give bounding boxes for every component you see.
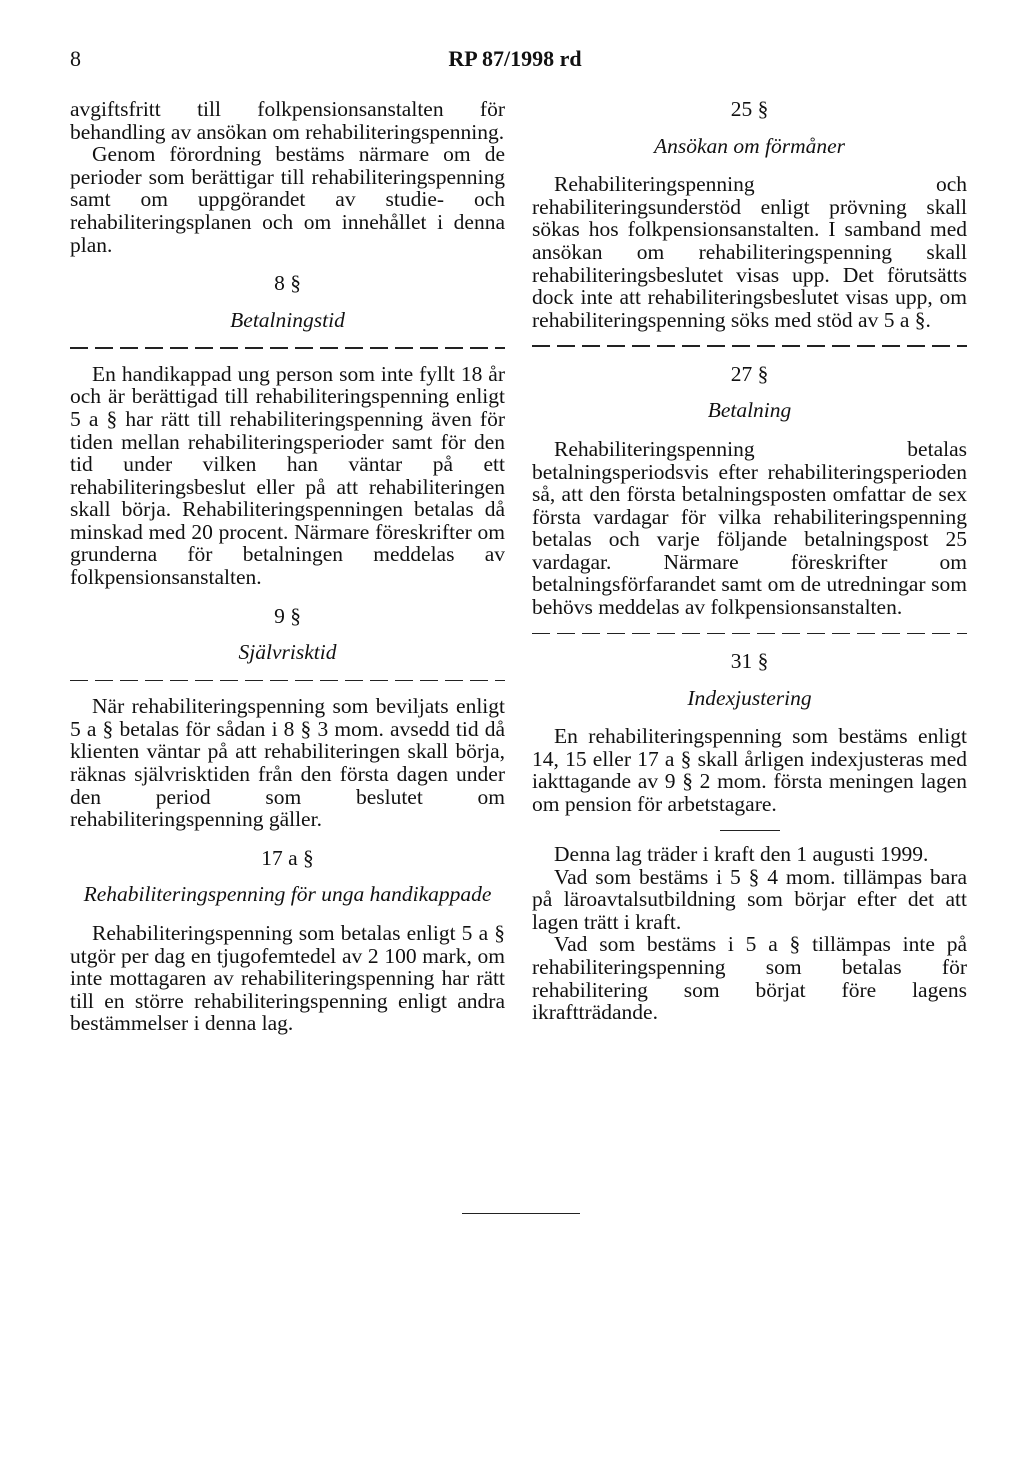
omission-dashes xyxy=(70,680,505,681)
section-number: 27 § xyxy=(730,361,769,386)
omission-dashes xyxy=(532,345,967,346)
section-title: Indexjustering xyxy=(687,685,812,710)
omission-dashes xyxy=(532,633,967,634)
page-header xyxy=(70,46,960,76)
page-number: 8 xyxy=(70,46,81,71)
final-provision: Denna lag träder i kraft den 1 augusti 1999. xyxy=(554,842,929,867)
document-id: RP 87/1998 rd xyxy=(448,46,582,71)
omission-dashes xyxy=(70,347,505,348)
continuation-paragraph: avgiftsfritt till folkpensionsanstalten för behandling av ansökan om rehabiliteringspenning. xyxy=(70,97,505,144)
section-number: 9 § xyxy=(274,603,301,628)
section-text: Rehabiliteringspenning som betalas enligt 5 a § utgör per dag en tjugofemtedel av 2 100 mark, om inte mottagaren av rehabiliteringspenning har rätt till en större rehabiliteringspenning enligt andra bestämmelser i denna lag. xyxy=(70,921,505,1036)
left-column xyxy=(70,98,505,1035)
section-text: En rehabiliteringspenning som bestäms enligt 14, 15 eller 17 a § skall årligen indexjusteras med iakttagande av 9 § 2 mom. första meningen lagen om pension för arbetstagare. xyxy=(532,724,967,817)
section-divider xyxy=(720,830,780,831)
end-rule xyxy=(462,1213,580,1214)
section-text: Rehabiliteringspenning och rehabiliteringsunderstöd enligt prövning skall sökas hos folkpensionsanstalten. I samband med ansökan om rehabiliteringspenning skall rehabiliteringsbeslutet visas upp. Det förutsätts dock inte att rehabiliteringsbeslutet visas upp, om rehabiliteringspenning söks med stöd av 5 a §. xyxy=(532,172,967,332)
section-number: 25 § xyxy=(730,97,769,121)
section-number: 31 § xyxy=(730,649,769,674)
section-title: Betalningstid xyxy=(230,307,345,332)
section-text: En handikappad ung person som inte fyllt 18 år och är berättigad till rehabiliteringspenning enligt 5 a § har rätt till rehabiliteringspenning även för tiden mellan rehabiliteringsperioder samt för den tid under vilken han väntar på ett rehabiliteringsbeslut eller på att rehabiliteringen skall börja. Rehabiliteringspenningen betalas då minskad med 20 procent. Närmare föreskrifter om grunderna för betalningen meddelas av folkpensionsanstalten. xyxy=(70,361,505,590)
right-column xyxy=(532,98,967,1024)
section-text: När rehabiliteringspenning som beviljats enligt 5 a § betalas för sådan i 8 § 3 mom. avsedd tid då klienten väntar på att rehabiliteringen skall börja, räknas självrisktiden från den första dagen under den period som beslutet om rehabiliteringspenning gäller. xyxy=(70,694,505,832)
final-provision: Vad som bestäms i 5 a § tillämpas inte på rehabiliteringspenning som betalas för rehabilitering som börjat före lagens ikraftträdande. xyxy=(532,932,967,1025)
continuation-paragraph: Genom förordning bestäms närmare om de perioder som berättigar till rehabiliteringspenning samt om uppgörandet av studie- och rehabiliteringsplanen och om innehållet i denna plan. xyxy=(70,142,505,257)
section-title: Betalning xyxy=(707,398,792,423)
section-title: Rehabiliteringspenning för unga handikappade xyxy=(83,882,492,907)
section-number: 17 a § xyxy=(261,845,314,870)
section-title: Ansökan om förmåner xyxy=(653,133,846,158)
section-text: Rehabiliteringspenning betalas betalningsperiodsvis efter rehabiliteringsperioden så, att den första betalningsposten omfattar de sex första vardagar för vilka rehabiliteringspenning betalas och varje följande betalningspost 25 vardagar. Närmare föreskrifter om betalningsförfarandet samt om de utredningar som behövs meddelas av folkpensionsanstalten. xyxy=(532,436,967,620)
section-title: Självrisktid xyxy=(238,640,337,665)
section-number: 8 § xyxy=(274,271,301,296)
final-provision: Vad som bestäms i 5 § 4 mom. tillämpas bara på läroavtalsutbildning som börjar efter det att lagen trätt i kraft. xyxy=(532,864,967,934)
